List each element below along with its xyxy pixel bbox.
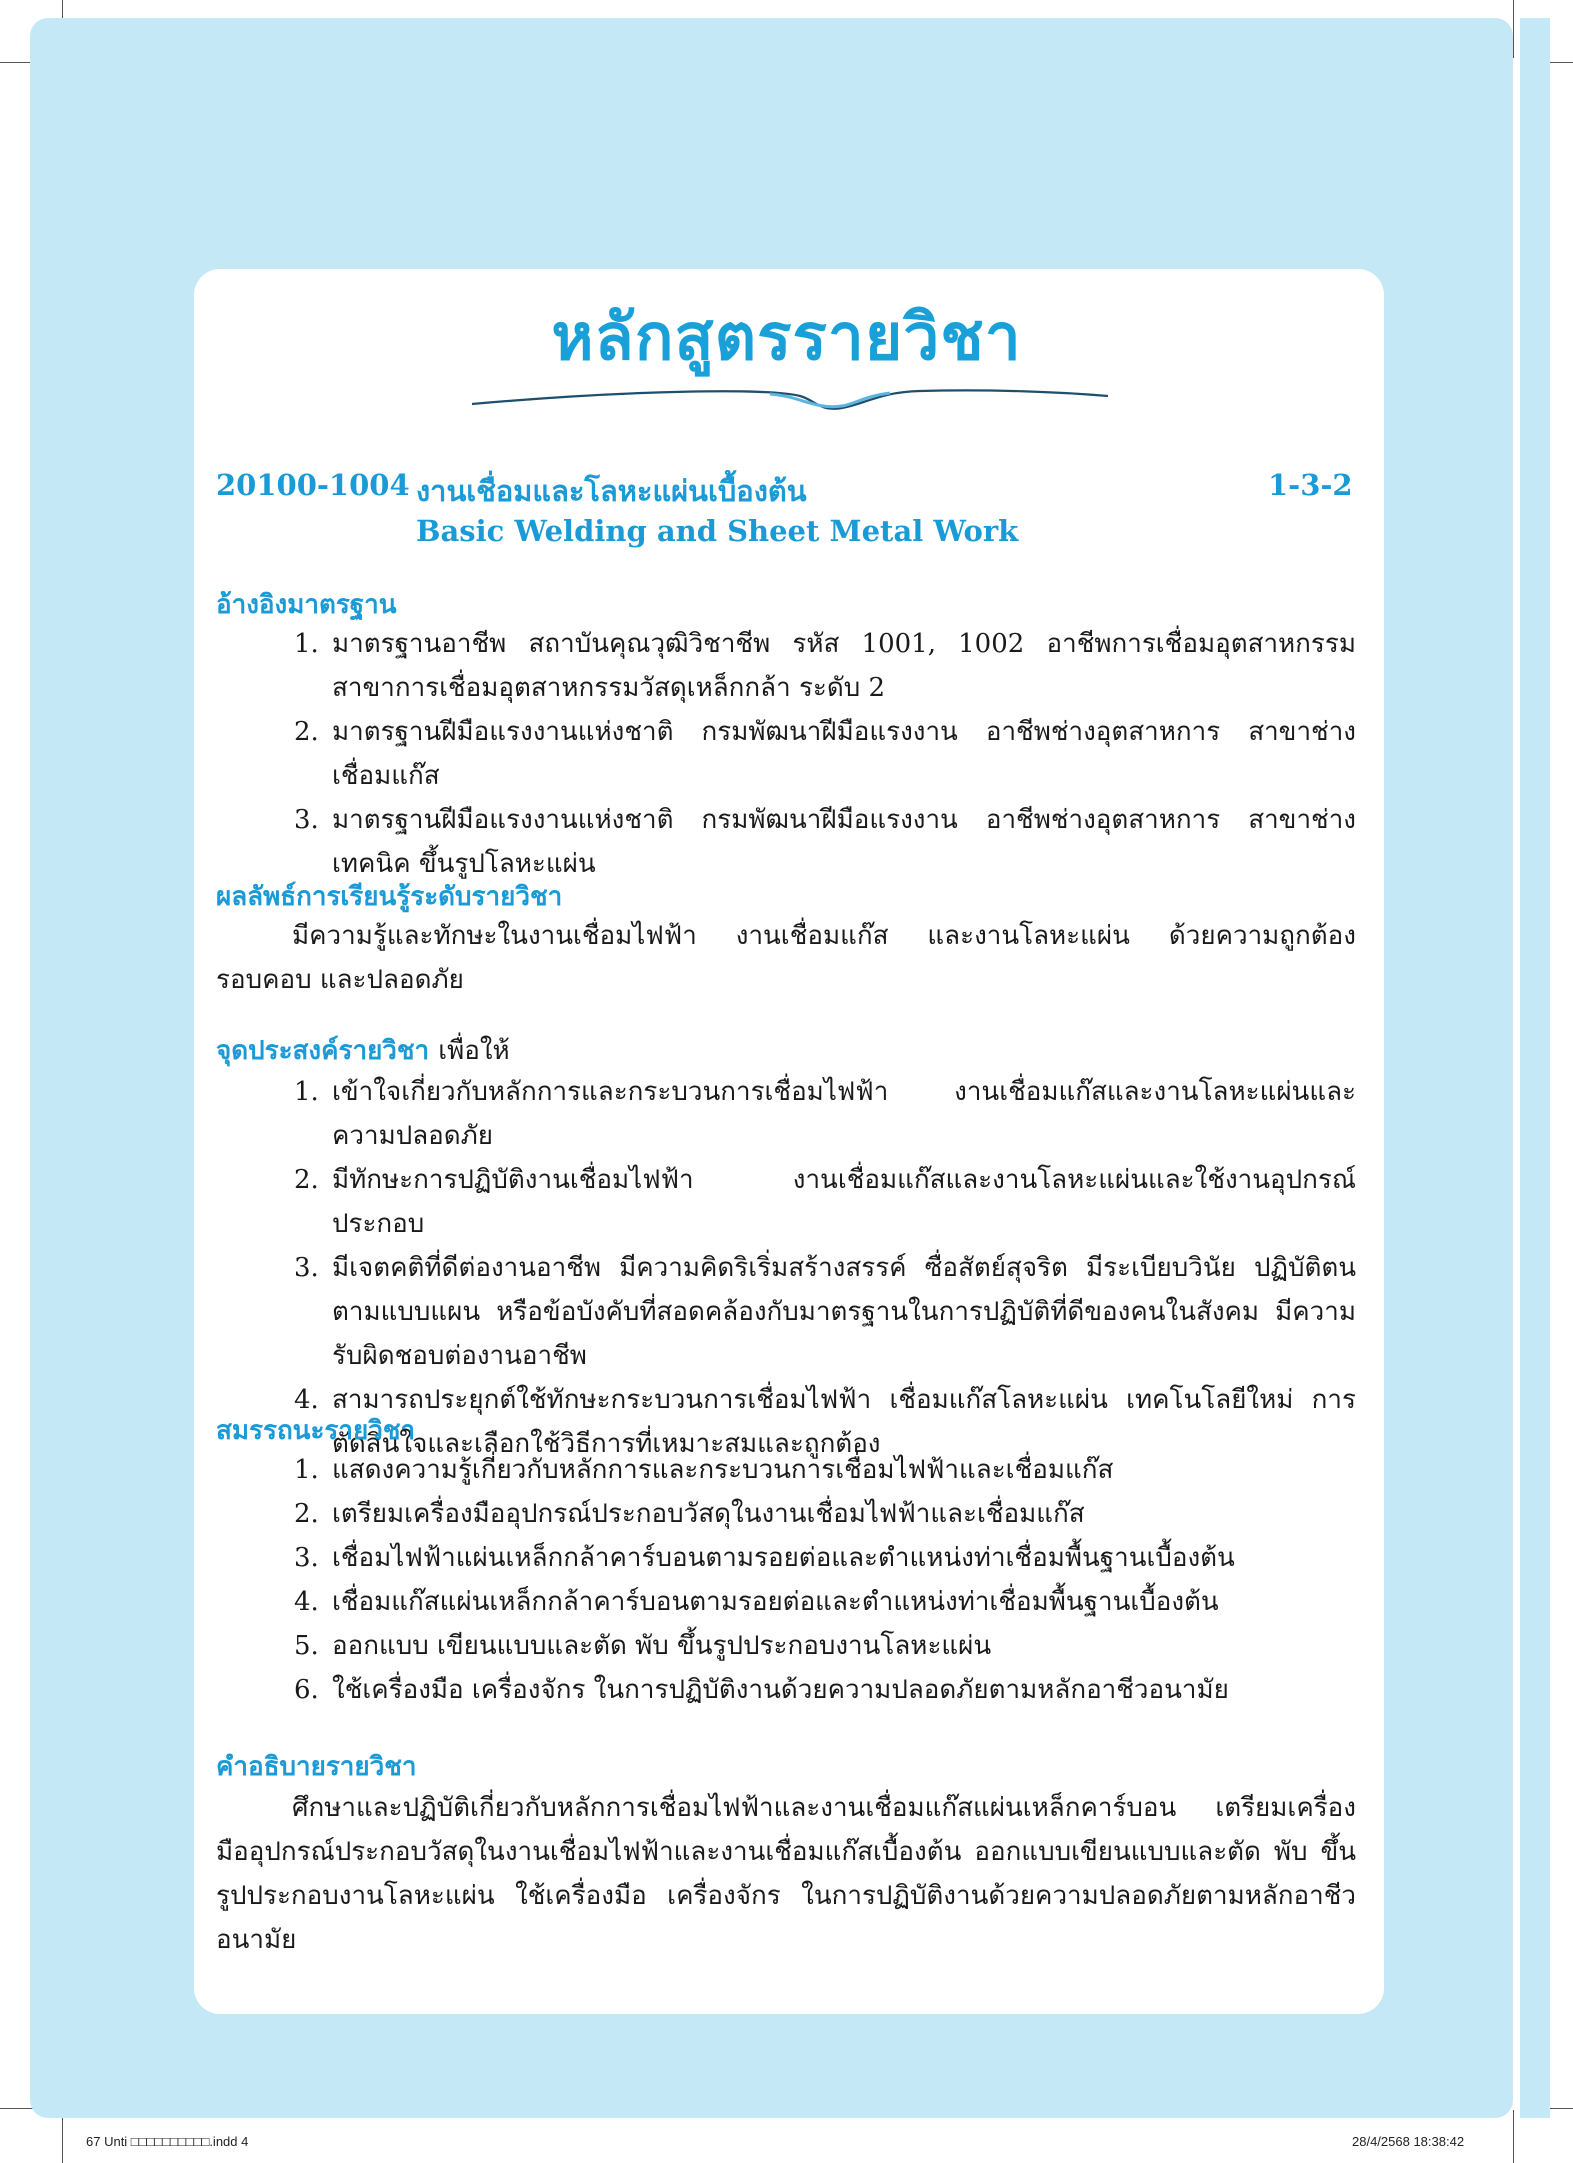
list-item: 3. เชื่อมไฟฟ้าแผ่นเหล็กกล้าคาร์บอนตามรอยต่อและตำแหน่งท่าเชื่อมพื้นฐานเบื้องต้น — [294, 1543, 1235, 1573]
list-item: 3. มาตรฐานฝีมือแรงงานแห่งชาติ กรมพัฒนาฝีมือแรงงาน อาชีพช่างอุตสาหการ สาขาช่างเทคนิค ขึ้นรูปโลหะแผ่น — [294, 805, 1356, 879]
page-title: หลักสูตรรายวิชา — [551, 301, 1022, 375]
title-swoosh-ornament — [470, 382, 1110, 416]
list-item: 2. มาตรฐานฝีมือแรงงานแห่งชาติ กรมพัฒนาฝีมือแรงงาน อาชีพช่างอุตสาหการ สาขาช่างเชื่อมแก๊ส — [294, 717, 1356, 791]
list-item: 1. มาตรฐานอาชีพ สถาบันคุณวุฒิวิชาชีพ รหัส 1001, 1002 อาชีพการเชื่อมอุตสาหกรรม สาขาการเชื่อมอุตสาหกรรมวัสดุเหล็กกล้า ระดับ 2 — [294, 629, 1356, 703]
crop-mark — [1513, 2110, 1514, 2163]
section-heading-outcomes: ผลลัพธ์การเรียนรู้ระดับรายวิชา — [216, 882, 563, 912]
list-item: 2. มีทักษะการปฏิบัติงานเชื่อมไฟฟ้า งานเชื่อมแก๊สและงานโลหะแผ่นและใช้งานอุปกรณ์ประกอบ — [294, 1165, 1356, 1239]
list-item: 1. แสดงความรู้เกี่ยวกับหลักการและกระบวนการเชื่อมไฟฟ้าและเชื่อมแก๊ส — [294, 1455, 1114, 1485]
list-item: 2. เตรียมเครื่องมืออุปกรณ์ประกอบวัสดุในงานเชื่อมไฟฟ้าและเชื่อมแก๊ส — [294, 1499, 1085, 1529]
outcomes-paragraph: มีความรู้และทักษะในงานเชื่อมไฟฟ้า งานเชื่อมแก๊ส และงานโลหะแผ่น ด้วยความถูกต้องรอบคอบ และปลอดภัย — [216, 921, 1356, 995]
list-item: 4. เชื่อมแก๊สแผ่นเหล็กกล้าคาร์บอนตามรอยต่อและตำแหน่งท่าเชื่อมพื้นฐานเบื้องต้น — [294, 1587, 1219, 1617]
list-item: 5. ออกแบบ เขียนแบบและตัด พับ ขึ้นรูปประกอบงานโลหะแผ่น — [294, 1631, 992, 1661]
list-item: 6. ใช้เครื่องมือ เครื่องจักร ในการปฏิบัติงานด้วยความปลอดภัยตามหลักอาชีวอนามัย — [294, 1675, 1229, 1705]
crop-mark — [1513, 0, 1514, 58]
standards-list — [216, 622, 1356, 886]
objectives-list — [216, 1070, 1356, 1466]
course-name-thai: งานเชื่อมและโลหะแผ่นเบื้องต้น — [416, 474, 807, 508]
list-item: 1. เข้าใจเกี่ยวกับหลักการและกระบวนการเชื่อมไฟฟ้า งานเชื่อมแก๊สและงานโลหะแผ่นและความปลอดภัย — [294, 1077, 1356, 1151]
course-credits: 1-3-2 — [1268, 468, 1353, 502]
list-item: 4. สามารถประยุกต์ใช้ทักษะกระบวนการเชื่อมไฟฟ้า เชื่อมแก๊สโลหะแผ่น เทคโนโลยีใหม่ การตัดสินใจและเลือกใช้วิธีการที่เหมาะสมและถูกต้อง — [294, 1385, 1356, 1459]
section-heading-objectives: จุดประสงค์รายวิชา เพื่อให้ — [216, 1036, 510, 1066]
course-code: 20100-1004 — [216, 468, 410, 502]
slug-timestamp: 28/4/2568 18:38:42 — [1352, 2134, 1465, 2149]
slug-filename: 67 Unti □□□□□□□□□□.indd 4 — [86, 2134, 249, 2149]
description-paragraph: ศึกษาและปฏิบัติเกี่ยวกับหลักการเชื่อมไฟฟ้าและงานเชื่อมแก๊สแผ่นเหล็กคาร์บอน เตรียมเครื่องมืออุปกรณ์ประกอบวัสดุในงานเชื่อมไฟฟ้าและงานเชื่อมแก๊สเบื้องต้น ออกแบบเขียนแบบและตัด พับ ขึ้นรูปประกอบงานโลหะแผ่น ใช้เครื่องมือ เครื่องจักร ในการปฏิบัติงานด้วยความปลอดภัยตามหลักอาชีวอนามัย — [216, 1793, 1356, 1955]
list-item: 3. มีเจตคติที่ดีต่องานอาชีพ มีความคิดริเริ่มสร้างสรรค์ ซื่อสัตย์สุจริต มีระเบียบวินัย ปฏิบัติตนตามแบบแผน หรือข้อบังคับที่สอดคล้องกับมาตรฐานในการปฏิบัติที่ดีของคนในสังคม มีความรับผิดชอบต่องานอาชีพ — [294, 1253, 1356, 1371]
course-name-english: Basic Welding and Sheet Metal Work — [416, 514, 1019, 548]
section-heading-description: คำอธิบายรายวิชา — [216, 1752, 417, 1782]
competencies-list — [216, 1448, 1356, 1712]
section-heading-standards: อ้างอิงมาตรฐาน — [216, 590, 397, 620]
section-heading-competencies: สมรรถนะรายวิชา — [216, 1416, 416, 1446]
